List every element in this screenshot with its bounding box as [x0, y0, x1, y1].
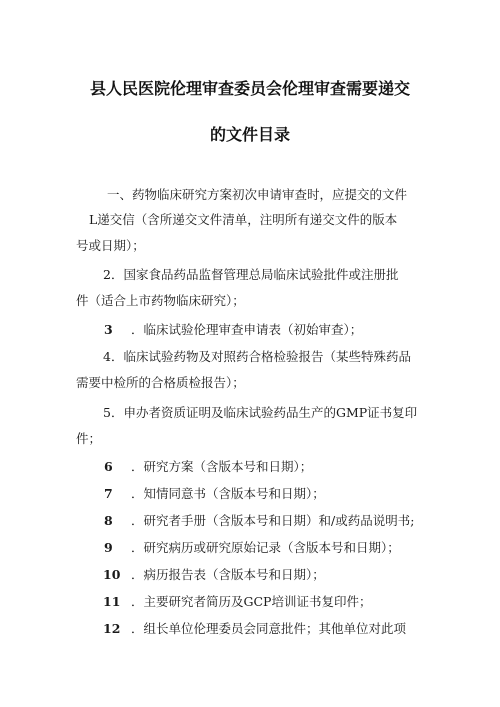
item-12-number: 12: [103, 621, 121, 636]
item-6-text: ．研究方案（含版本号和日期）；: [131, 459, 313, 474]
item-2-line-2: 件（适合上市药物临床研究）；: [76, 293, 245, 308]
item-8-number: 8: [104, 513, 113, 528]
item-12-text: ．组长单位伦理委员会同意批件；其他单位对此项: [131, 621, 407, 636]
section-intro: 一、药物临床研究方案初次申请审查时，应提交的文件: [107, 187, 408, 202]
item-8-text: ．研究者手册（含版本号和日期）和/或药品说明书;: [131, 513, 415, 528]
document-title-line-2: 的文件目录: [209, 125, 290, 144]
item-10-number: 10: [103, 567, 121, 582]
item-1-line-2: 号或日期）；: [76, 238, 145, 253]
item-7-text: ．知情同意书（含版本号和日期）；: [131, 486, 325, 501]
item-4-line-1: 4．临床试验药物及对照药合格检验报告（某些特殊药品: [103, 349, 411, 364]
item-2-line-1: 2．国家食品药品监督管理总局临床试验批件或注册批: [103, 267, 399, 282]
item-10-text: ．病历报告表（含版本号和日期）；: [131, 567, 325, 582]
item-4-line-2: 需要中检所的合格质检报告）；: [76, 375, 245, 390]
item-3-text: ．临床试验伦理审查申请表（初始审查）；: [131, 322, 363, 337]
item-5-line-2: 件；: [76, 431, 102, 446]
item-5-line-1: 5．申办者资质证明及临床试验药品生产的GMP证书复印: [103, 405, 418, 420]
item-1-line-1: L递交信（含所递交文件清单，注明所有递交文件的版本: [89, 212, 398, 227]
item-11-text: ．主要研究者简历及GCP培训证书复印件；: [131, 594, 372, 609]
item-6-number: 6: [104, 459, 113, 474]
item-9-number: 9: [104, 540, 113, 555]
document-title-line-1: 县人民医院伦理审查委员会伦理审查需要递交: [89, 79, 410, 98]
item-9-text: ．研究病历或研究原始记录（含版本号和日期）；: [131, 540, 400, 555]
item-3-number: 3: [104, 322, 113, 337]
item-11-number: 11: [103, 594, 121, 609]
item-7-number: 7: [104, 486, 113, 501]
